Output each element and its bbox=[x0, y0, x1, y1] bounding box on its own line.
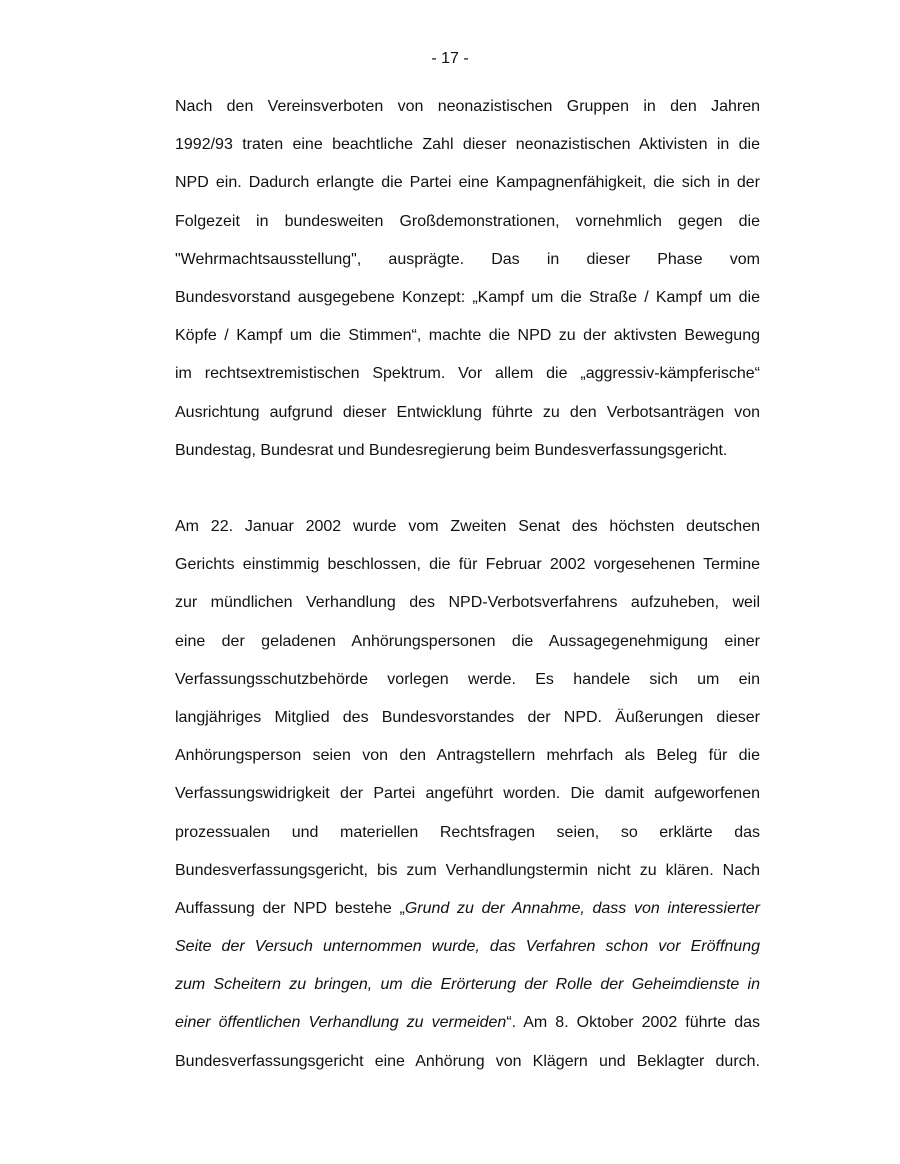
text-line: 1992/93 traten eine beachtliche Zahl dieser neonazistischen Aktivisten in die bbox=[175, 136, 760, 154]
text-line: Anhörungsperson seien von den Antragstellern mehrfach als Beleg für die bbox=[175, 747, 760, 765]
page-number: - 17 - bbox=[431, 50, 469, 67]
text-line: "Wehrmachtsausstellung", ausprägte. Das in dieser Phase vom bbox=[175, 250, 760, 268]
text-line bbox=[175, 936, 760, 974]
quotation-italic: Seite der Versuch unternommen wurde, das Verfahren schon vor Eröffnung bbox=[175, 938, 760, 956]
text-line: Nach den Vereinsverboten von neonazistischen Gruppen in den Jahren bbox=[175, 98, 760, 115]
quotation-italic: zum Scheitern zu bringen, um die Erörterung der Rolle der Geheimdienste in bbox=[175, 976, 760, 994]
text-line bbox=[175, 974, 760, 1012]
text-line: Am 22. Januar 2002 wurde vom Zweiten Senat des höchsten deutschen bbox=[175, 518, 760, 535]
paragraph-court-proceedings bbox=[175, 516, 760, 1089]
text-line: Ausrichtung aufgrund dieser Entwicklung führte zu den Verbotsanträgen von bbox=[175, 403, 760, 421]
quotation-italic: einer öffentlichen Verhandlung zu vermeiden bbox=[175, 1014, 507, 1032]
text-run: Auffassung der NPD bestehe „ bbox=[175, 899, 405, 917]
text-line bbox=[175, 1012, 760, 1050]
text-line: Bundesvorstand ausgegebene Konzept: „Kampf um die Straße / Kampf um die bbox=[175, 288, 760, 306]
text-line: Köpfe / Kampf um die Stimmen“, machte die NPD zu der aktivsten Bewegung bbox=[175, 327, 760, 345]
paragraph-npd-history bbox=[175, 96, 760, 478]
text-line: Bundesverfassungsgericht eine Anhörung von Klägern und Beklagter durch. bbox=[175, 1052, 760, 1070]
text-line bbox=[175, 898, 760, 936]
text-line: Bundesverfassungsgericht, bis zum Verhandlungstermin nicht zu klären. Nach bbox=[175, 861, 760, 879]
text-line: NPD ein. Dadurch erlangte die Partei eine Kampagnenfähigkeit, die sich in der bbox=[175, 174, 760, 192]
text-line: Bundestag, Bundesrat und Bundesregierung beim Bundesverfassungsgericht. bbox=[175, 441, 728, 459]
text-line: Verfassungsschutzbehörde vorlegen werde. Es handele sich um ein bbox=[175, 670, 760, 688]
text-run: “. Am 8. Oktober 2002 führte das bbox=[506, 1014, 761, 1032]
text-line: Folgezeit in bundesweiten Großdemonstrationen, vornehmlich gegen die bbox=[175, 212, 760, 230]
quotation-italic: Grund zu der Annahme, dass von interessierter bbox=[404, 899, 761, 917]
text-line: im rechtsextremistischen Spektrum. Vor allem die „aggressiv-kämpferische“ bbox=[175, 365, 760, 383]
text-line: eine der geladenen Anhörungspersonen die Aussagegenehmigung einer bbox=[175, 632, 760, 650]
text-line: zur mündlichen Verhandlung des NPD-Verbotsverfahrens aufzuheben, weil bbox=[175, 594, 760, 612]
text-line: langjähriges Mitglied des Bundesvorstandes der NPD. Äußerungen dieser bbox=[175, 708, 760, 726]
text-line: prozessualen und materiellen Rechtsfragen seien, so erklärte das bbox=[175, 823, 760, 841]
text-line: Verfassungswidrigkeit der Partei angeführt worden. Die damit aufgeworfenen bbox=[175, 785, 760, 803]
text-line: Gerichts einstimmig beschlossen, die für Februar 2002 vorgesehenen Termine bbox=[175, 556, 760, 574]
